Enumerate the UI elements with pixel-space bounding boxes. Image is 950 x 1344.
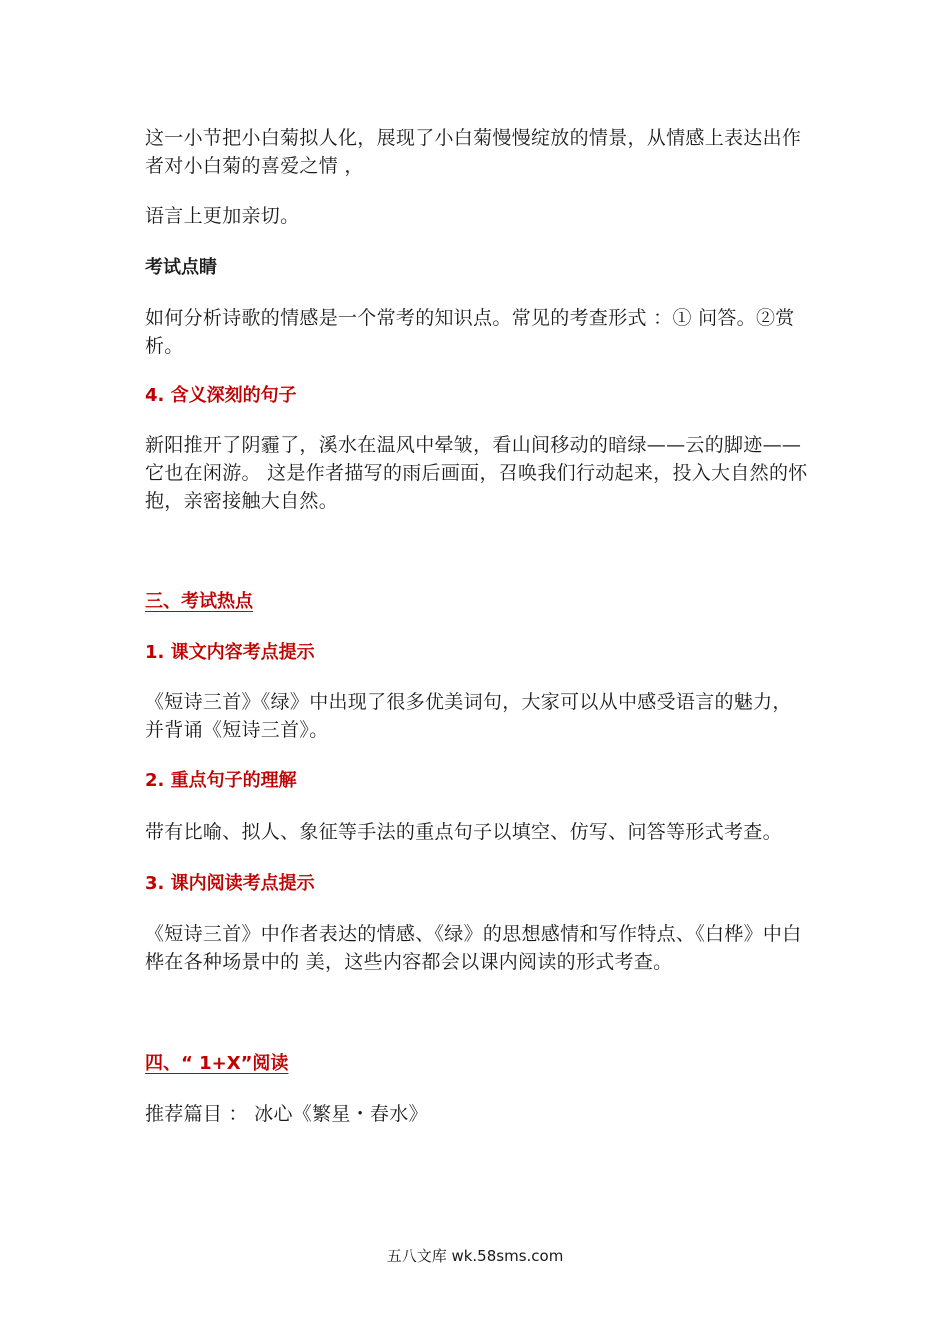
heading-section-1x-reading: 四、“ 1+X”阅读 [145, 1053, 289, 1074]
heading-text-content-points: 1. 课文内容考点提示 [145, 642, 315, 663]
page-footer-watermark: 五八文库 wk.58sms.com [386, 1247, 564, 1265]
paragraph-poetry-emotion: 如何分析诗歌的情感是一个常考的知识点。常见的考查形式 ：① 问答。②赏析。 [145, 307, 795, 357]
paragraph-language-closer: 语言上更加亲切。 [145, 205, 300, 227]
paragraph-rhetoric-devices: 带有比喻、拟人、象征等手法的重点句子以填空、仿写、问答等形式考查。 [145, 821, 782, 843]
heading-section-exam-hotspots: 三、考试热点 [145, 591, 253, 612]
heading-exam-highlights: 考试点睛 [145, 257, 217, 278]
heading-key-sentences: 2. 重点句子的理解 [145, 770, 297, 791]
paragraph-in-class-reading: 《短诗三首》中作者表达的情感、《绿》的思想感情和写作特点、《白桦》中白桦在各种场景中的 美，这些内容都会以课内阅读的形式考查。 [145, 923, 802, 973]
paragraph-recommended-reading: 推荐篇目 ： 冰心《繁星・春水》 [145, 1103, 428, 1125]
paragraph-short-poems-green: 《短诗三首》《绿》中出现了很多优美词句，大家可以从中感受语言的魅力，并背诵《短诗三首》。 [145, 691, 792, 741]
heading-in-class-reading: 3. 课内阅读考点提示 [145, 873, 315, 894]
paragraph-xinyang-passage: 新阳推开了阴霾了，溪水在温风中晕皱，看山间移动的暗绿——云的脚迹——它也在闲游。 这是作者描写的雨后画面，召唤我们行动起来，投入大自然的怀抱，亲密接触大自然。 [145, 434, 808, 512]
paragraph-xiaobaiju-personification: 这一小节把小白菊拟人化，展现了小白菊慢慢绽放的情景，从情感上表达出作者对小白菊的喜爱之情 ， [145, 127, 802, 177]
heading-profound-sentences: 4. 含义深刻的句子 [145, 385, 297, 406]
